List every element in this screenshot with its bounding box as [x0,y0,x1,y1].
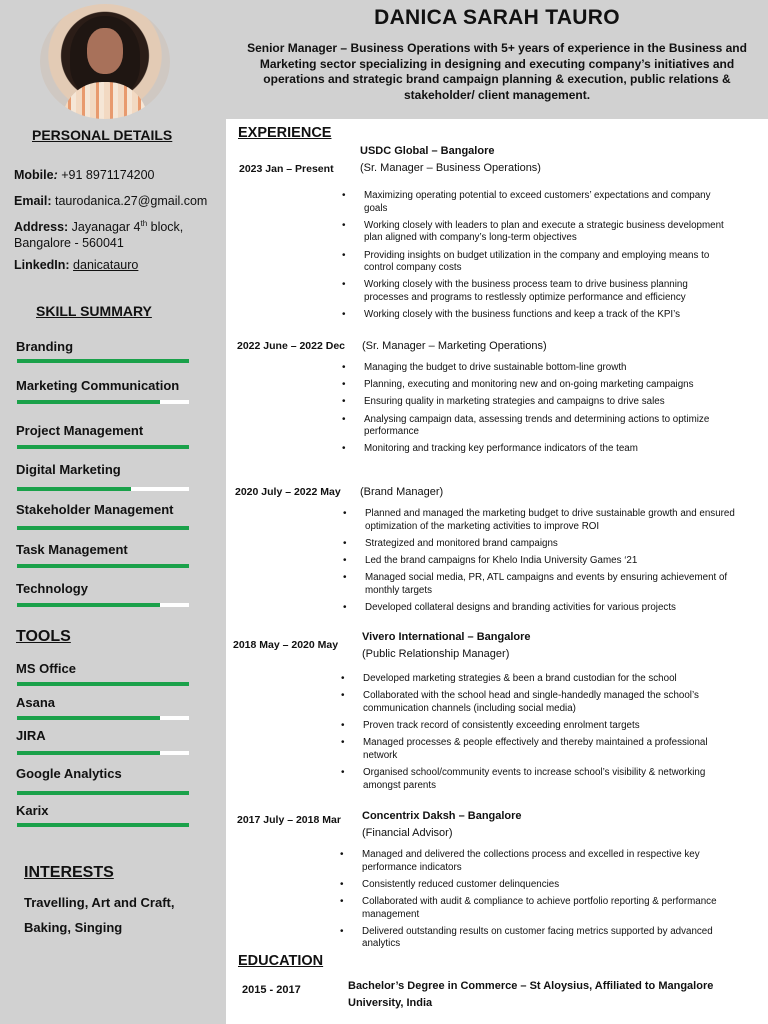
bullet-item: • Analysing campaign data, assessing trends and determining actions to optimize performance [340,414,740,439]
skill-level-bar [17,400,189,404]
bullet-item: • Monitoring and tracking key performance indicators of the team [340,443,740,456]
education-date: 2015 - 2017 [242,984,301,996]
tools-heading: TOOLS [16,628,71,645]
address-label: Address: [14,220,69,235]
skill-level-bar [17,526,189,530]
job-date: 2022 June – 2022 Dec [237,340,345,352]
tool-level-bar [17,791,189,795]
bullet-item: • Proven track record of consistently exceeding enrolment targets [339,720,744,733]
skill-level-bar [17,445,189,449]
bullet-item: • Working closely with the business process team to drive business planning processes and programs to restlessly optimize performance and efficiency [340,279,725,304]
tool-label: MS Office [16,661,76,676]
personal-details-heading: PERSONAL DETAILS [32,127,173,143]
tool-label: Karix [16,803,49,818]
interests-heading: INTERESTS [24,864,114,881]
candidate-name: DANICA SARAH TAURO [374,6,620,29]
education-heading: EDUCATION [238,953,324,969]
job-bullets [339,673,744,797]
skill-label: Marketing Communication [16,378,180,393]
email-label: Email: [14,194,52,208]
skill-label: Stakeholder Management [16,502,174,517]
mobile-value: +91 8971174200 [57,168,155,182]
bullet-item: • Strategized and monitored brand campaigns [341,538,741,551]
job-date: 2018 May – 2020 May [233,639,339,651]
mobile-field: Mobile: +91 8971174200 [14,168,155,182]
bullet-item: • Organised school/community events to increase school’s visibility & networking amongst parents [339,767,744,792]
tool-level-bar [17,682,189,686]
bullet-item: • Planning, executing and monitoring new and on-going marketing campaigns [340,379,740,392]
tool-level-fill [17,751,160,755]
skill-level-fill [17,564,189,568]
bullet-item: • Developed collateral designs and branding activities for various projects [341,602,741,615]
tool-level-fill [17,791,189,795]
skill-level-fill [17,526,189,530]
skill-level-bar [17,487,189,491]
skill-summary-heading: SKILL SUMMARY [36,303,152,319]
skill-label: Project Management [16,423,144,438]
linkedin-label: LinkedIn: [14,258,70,272]
skill-label: Branding [16,339,74,354]
job-date: 2023 Jan – Present [239,163,334,175]
interests-text: Travelling, Art and Craft, Baking, Singing [24,895,175,935]
address-line2: Bangalore - 560041 [14,236,124,251]
tool-level-fill [17,682,189,686]
skill-level-fill [17,603,160,607]
job-role: (Sr. Manager – Business Operations) [360,162,541,174]
bullet-item: • Delivered outstanding results on customer facing metrics supported by advanced analytics [338,926,750,951]
skill-level-fill [17,359,189,363]
job-role: (Brand Manager) [360,486,444,498]
skill-level-fill [17,400,160,404]
mobile-label: Mobile [14,168,54,182]
job-date: 2017 July – 2018 Mar [237,814,341,826]
sidebar [0,119,226,1024]
tool-label: Google Analytics [16,766,122,781]
job-role: (Public Relationship Manager) [362,648,510,660]
job-role: (Financial Advisor) [362,827,453,839]
tool-label: JIRA [16,728,46,743]
skill-level-bar [17,359,189,363]
tool-level-bar [17,716,189,720]
email-field [14,193,222,209]
bullet-item: • Managing the budget to drive sustainable bottom-line growth [340,362,740,375]
bullet-item: • Managed processes & people effectively and thereby maintained a professional network [339,737,744,762]
job-bullets [340,190,725,326]
bullet-item: • Collaborated with audit & compliance to achieve portfolio reporting & performance management [338,896,750,921]
skill-label: Task Management [16,542,128,557]
linkedin-field [14,257,222,273]
bullet-item: • Consistently reduced customer delinquencies [338,879,750,892]
tool-level-fill [17,716,160,720]
bullet-item: • Working closely with leaders to plan and execute a strategic business development plan aligned with company’s long-term objectives [340,220,725,245]
experience-heading: EXPERIENCE [238,125,332,141]
address-field: Address: Jayanagar 4th block, Bangalore - 560041 [14,219,184,251]
bullet-item: • Working closely with the business functions and keep a track of the KPI’s [340,309,725,322]
skill-label: Digital Marketing [16,462,121,477]
tool-level-bar [17,751,189,755]
bullet-item: • Providing insights on budget utilization in the company and employing means to control company costs [340,250,725,275]
skill-level-fill [17,445,189,449]
job-bullets [338,849,750,956]
bullet-item: • Developed marketing strategies & been a brand custodian for the school [339,673,744,686]
job-bullets [341,508,741,619]
tool-label: Asana [16,695,56,710]
job-company: Vivero International – Bangalore [362,631,531,643]
tool-level-fill [17,823,189,827]
skill-level-fill [17,487,131,491]
job-date: 2020 July – 2022 May [235,486,341,498]
job-bullets [340,362,740,461]
bullet-item: • Managed social media, PR, ATL campaigns and events by ensuring achievement of monthly targets [341,572,741,597]
skill-label: Technology [16,581,88,596]
email-value: taurodanica.27@gmail.com [51,194,208,208]
job-company: USDC Global – Bangalore [360,145,495,157]
profile-photo [40,4,170,119]
skill-level-bar [17,603,189,607]
bullet-item: • Maximizing operating potential to exceed customers’ expectations and company goals [340,190,725,215]
job-role: (Sr. Manager – Marketing Operations) [362,340,547,352]
bullet-item: • Planned and managed the marketing budget to drive sustainable growth and ensured optimization of the marketing activities to improve ROI [341,508,741,533]
linkedin-link[interactable]: danicatauro [73,258,139,272]
tool-level-bar [17,823,189,827]
bullet-item: • Led the brand campaigns for Khelo India University Games ‘21 [341,555,741,568]
bullet-item: • Collaborated with the school head and single-handedly managed the school’s communication channels (including social media) [339,690,744,715]
job-company: Concentrix Daksh – Bangalore [362,810,522,822]
bullet-item: • Managed and delivered the collections process and excelled in respective key performance indicators [338,849,750,874]
bullet-item: • Ensuring quality in marketing strategies and campaigns to drive sales [340,396,740,409]
skill-level-bar [17,564,189,568]
profile-summary: Senior Manager – Business Operations with 5+ years of experience in the Business and Marketing sector specializing in designing and executing company’s initiatives and operations and strategic brand campaign planning & execution, public relations & stakeholder/ client management. [247,41,747,102]
education-degree: Bachelor’s Degree in Commerce – St Aloysius, Affiliated to Mangalore University, India [348,980,714,1009]
